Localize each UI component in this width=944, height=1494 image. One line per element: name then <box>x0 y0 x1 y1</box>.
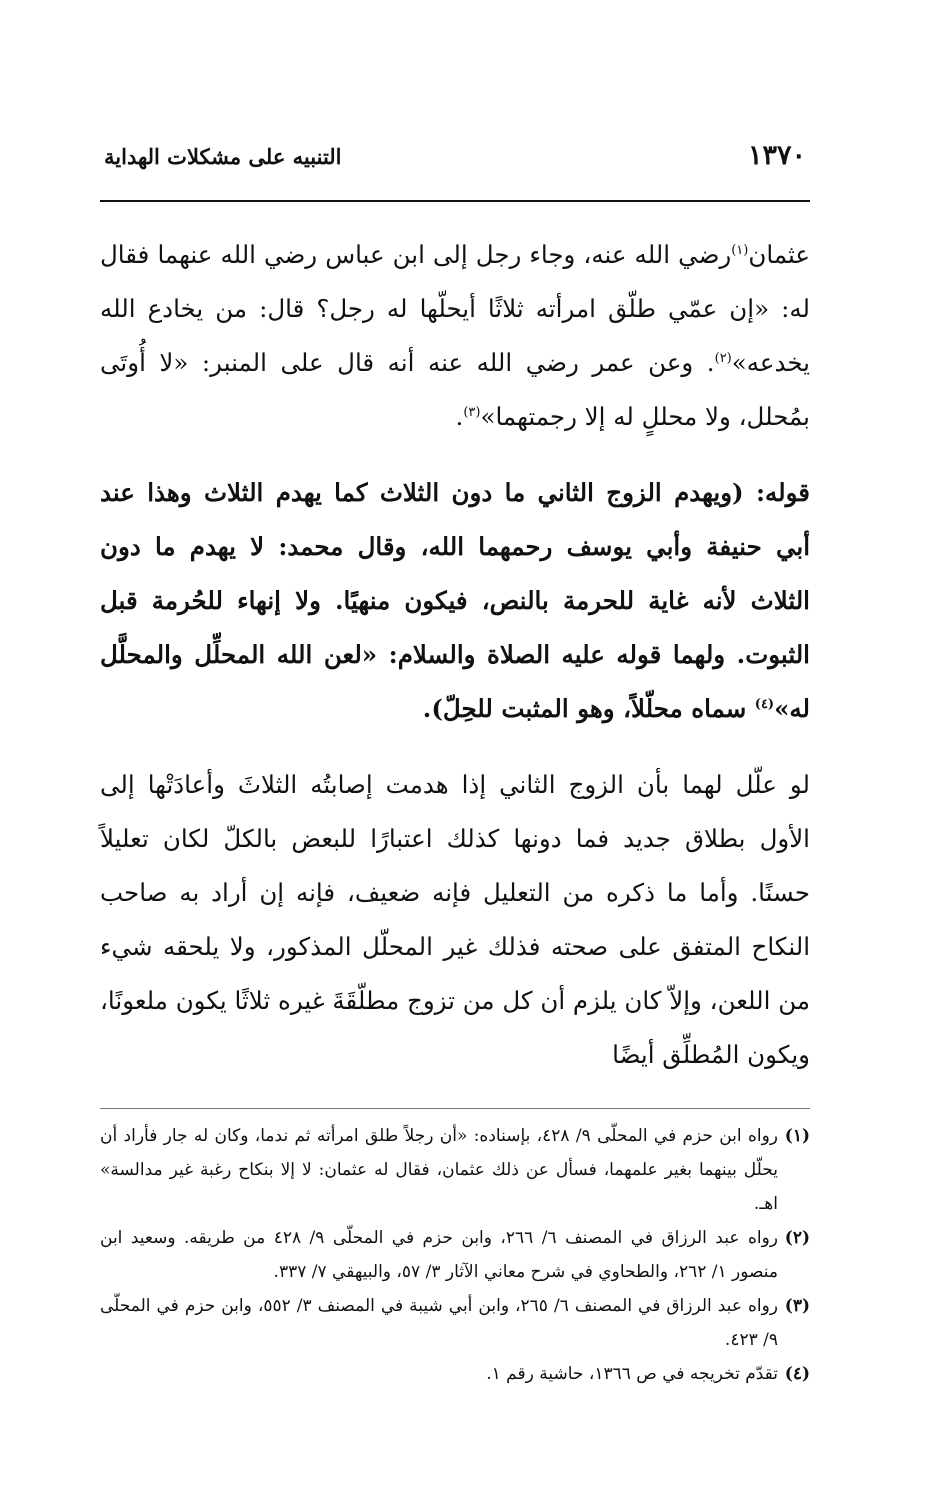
footnote-4 <box>100 1357 810 1391</box>
paragraph-text: سماه محلّلاً، وهو المثبت للحِلّ). <box>422 694 755 723</box>
running-title: التنبيه على مشكلات الهداية <box>104 144 342 169</box>
footnote-number: (٣) <box>784 1296 810 1316</box>
footnote-number: (٢) <box>784 1228 810 1248</box>
book-page <box>100 140 810 1391</box>
paragraph-text: . وعن عمر رضي الله عنه أنه قال على المنبر: «لا أُوتَى بمُحلل، ولا محللٍ له إلا رجمتهما» <box>100 348 810 431</box>
paragraph-text: رضي الله عنه، وجاء رجل إلى ابن عباس رضي الله عنهما فقال له: «إن عمّي طلّق امرأته ثلاثًا أيحلّها له رجل؟ قال: من يخادع الله يخدعه» <box>100 240 810 377</box>
footnote-text: رواه عبد الرزاق في المصنف ٦/ ٢٦٥، وابن أبي شيبة في المصنف ٣/ ٥٥٢، وابن حزم في المحلّى ٩/ ٤٢٣. <box>100 1296 779 1350</box>
footnote-text: تقدّم تخريجه في ص ١٣٦٦، حاشية رقم ١. <box>486 1364 778 1384</box>
paragraph-text: قوله: (ويهدم الزوج الثاني ما دون الثلاث كما يهدم الثلاث وهذا عند أبي حنيفة وأبي يوسف رحمهما الله، وقال محمد: لا يهدم ما دون الثلاث لأنه غاية للحرمة بالنص، فيكون منهيًا. ولا إنهاء للحُرمة قبل الثبوت. ولهما قوله عليه الصلاة والسلام: «لعن الله المحلِّل والمحلَّل له» <box>100 478 810 723</box>
paragraph-2-quoted-text <box>100 466 810 736</box>
footnote-ref-3: (٣) <box>463 404 481 420</box>
page-number: ١٣٧٠ <box>747 140 806 171</box>
footnote-ref-4: (٤) <box>754 696 775 712</box>
footnotes-section <box>100 1108 810 1391</box>
paragraph-3: لو علّل لهما بأن الزوج الثاني إذا هدمت إصابتُه الثلاثَ وأعادَتْها إلى الأول بطلاق جديد فما دونها كذلك اعتبارًا للبعض بالكلّ لكان تعليلاً حسنًا. وأما ما ذكره من التعليل فإنه ضعيف، فإنه إن أراد به صاحب النكاح المتفق على صحته فذلك غير المحلّل المذكور، ولا يلحقه شيء من اللعن، وإلاّ كان يلزم أن كل من تزوج مطلّقَةَ غيره ثلاثًا يكون ملعونًا، ويكون المُطلِّق أيضًا <box>100 770 810 1069</box>
footnote-1 <box>100 1119 810 1221</box>
paragraph-1 <box>100 228 810 444</box>
footnote-number: (٤) <box>784 1364 810 1384</box>
paragraph-text: عثمان <box>748 240 810 269</box>
footnote-text: رواه عبد الرزاق في المصنف ٦/ ٢٦٦، وابن حزم في المحلّى ٩/ ٤٢٨ من طريقه. وسعيد ابن منصور ١/ ٢٦٢، والطحاوي في شرح معاني الآثار ٣/ ٥٧، والبيهقي ٧/ ٣٣٧. <box>100 1228 778 1282</box>
footnote-3 <box>100 1289 810 1357</box>
footnote-ref-2: (٢) <box>714 350 732 366</box>
page-header <box>100 140 810 202</box>
paragraph-text: . <box>455 402 464 431</box>
footnote-number: (١) <box>784 1126 810 1146</box>
footnote-text: رواه ابن حزم في المحلّى ٩/ ٤٢٨، بإسناده: «أن رجلاً طلق امرأته ثم ندما، وكان له جار فأراد أن يحلّل بينهما بغير علمهما، فسأل عن ذلك عثمان، فقال له عثمان: لا إلا بنكاح رغبة غير مدالسة» اهـ. <box>100 1126 778 1214</box>
footnote-2 <box>100 1221 810 1289</box>
footnote-ref-1: (١) <box>731 242 749 258</box>
